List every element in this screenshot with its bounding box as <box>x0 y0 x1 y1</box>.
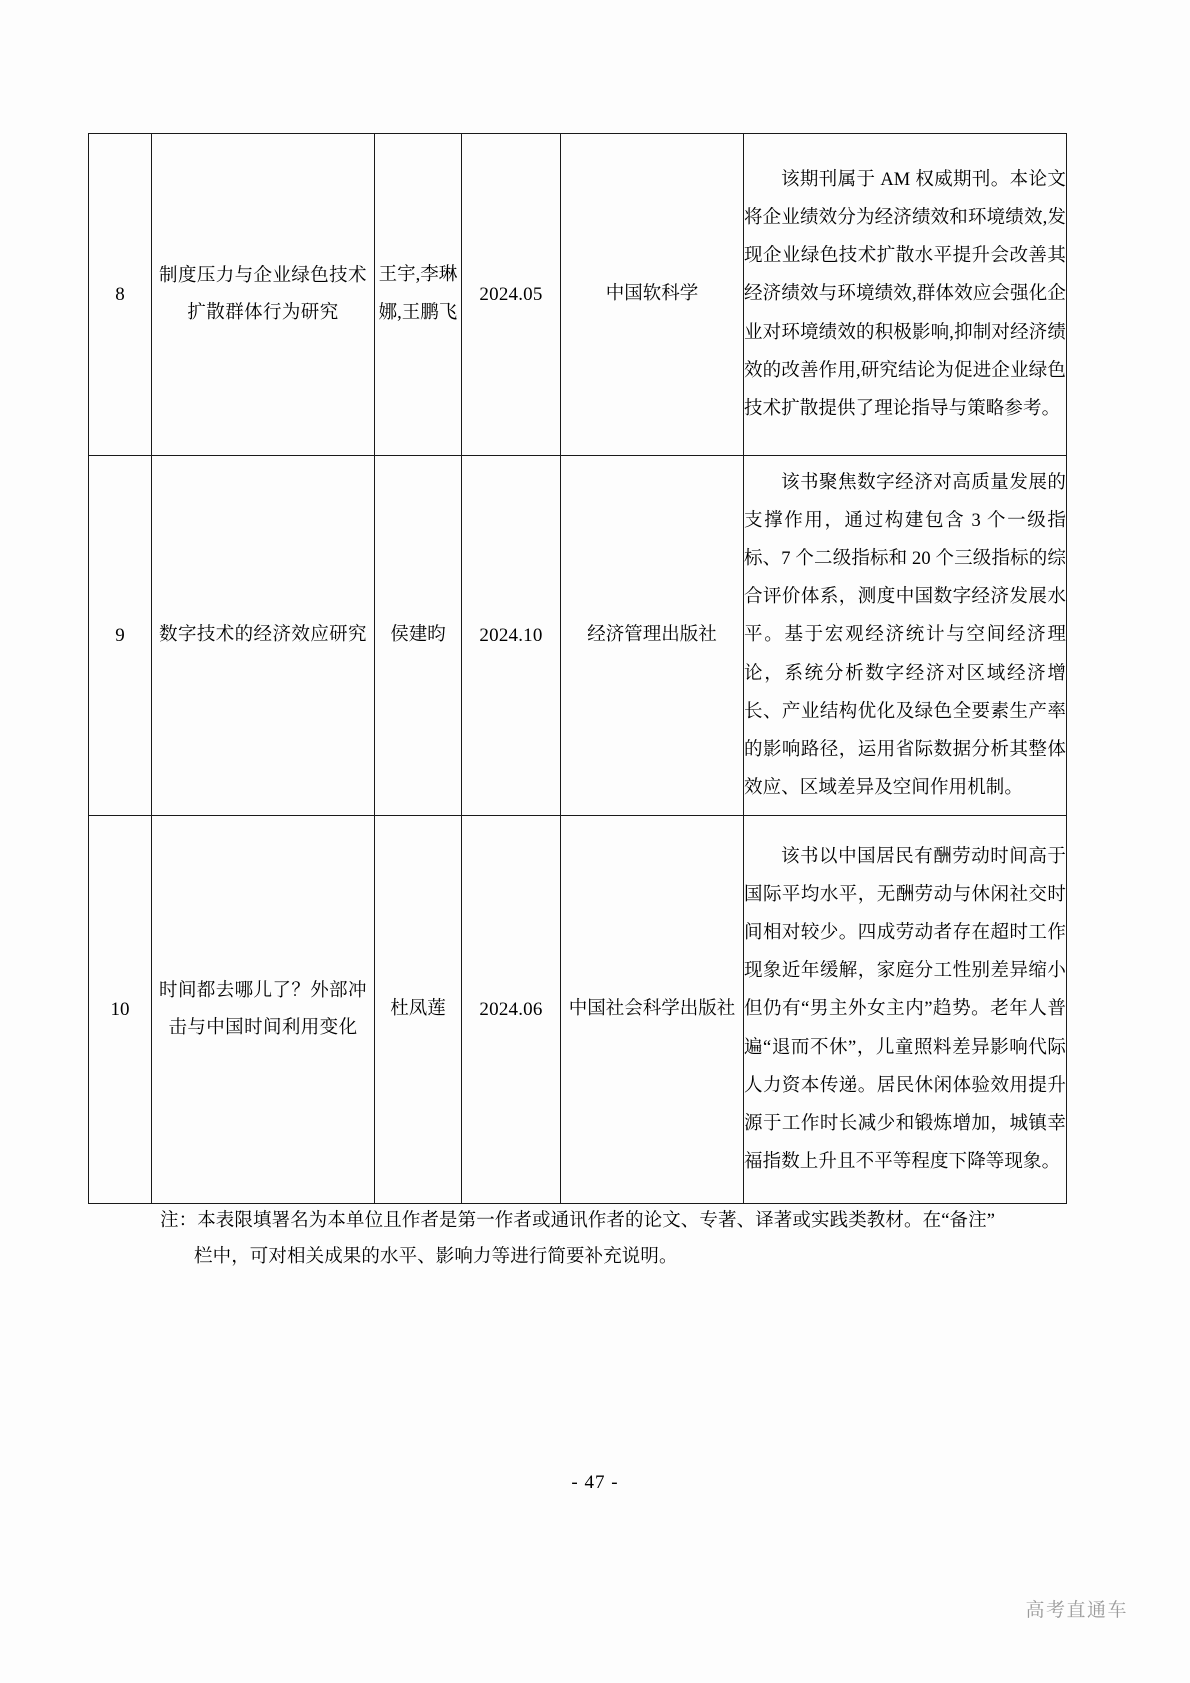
achievement-title-cell: 数字技术的经济效应研究 <box>152 456 375 816</box>
page-number: - 47 - <box>571 1472 619 1493</box>
achievement-title-cell: 时间都去哪儿了？外部冲击与中国时间利用变化 <box>152 816 375 1204</box>
note-line-1: 注：本表限填署名为本单位且作者是第一作者或通讯作者的论文、专著、译著或实践类教材。在“备注” <box>160 1211 996 1231</box>
watermark: 高考直通车 <box>1025 1600 1128 1621</box>
note-line-2: 栏中，可对相关成果的水平、影响力等进行简要补充说明。 <box>194 1247 678 1268</box>
author-cell: 王宇,李琳娜,王鹏飞 <box>375 134 462 456</box>
row-index-cell: 8 <box>89 134 152 456</box>
row-index-cell: 10 <box>89 816 152 1204</box>
remark-cell: 该书聚焦数字经济对高质量发展的支撑作用，通过构建包含 3 个一级指标、7 个二级指标和 20 个三级指标的综合评价体系，测度中国数字经济发展水平。基于宏观经济统计与空间经济理论，系统分析数字经济对区域经济增长、产业结构优化及绿色全要素生产率的影响路径，运用省际数据分析其整体效应、区域差异及空间作用机制。 <box>744 456 1067 816</box>
source-cell: 经济管理出版社 <box>561 456 744 816</box>
table-row <box>89 816 1067 1204</box>
source-cell: 中国软科学 <box>561 134 744 456</box>
remark-cell: 该期刊属于 AM 权威期刊。本论文将企业绩效分为经济绩效和环境绩效,发现企业绿色技术扩散水平提升会改善其经济绩效与环境绩效,群体效应会强化企业对环境绩效的积极影响,抑制对经济绩效的改善作用,研究结论为促进企业绿色技术扩散提供了理论指导与策略参考。 <box>744 134 1067 456</box>
achievement-title-cell: 制度压力与企业绿色技术扩散群体行为研究 <box>152 134 375 456</box>
table-body <box>89 134 1067 1204</box>
row-index-cell: 9 <box>89 456 152 816</box>
achievements-table <box>88 133 1067 1204</box>
source-cell: 中国社会科学出版社 <box>561 816 744 1204</box>
date-cell: 2024.10 <box>462 456 561 816</box>
table-row <box>89 456 1067 816</box>
date-cell: 2024.05 <box>462 134 561 456</box>
remark-cell: 该书以中国居民有酬劳动时间高于国际平均水平，无酬劳动与休闲社交时间相对较少。四成劳动者存在超时工作现象近年缓解，家庭分工性别差异缩小但仍有“男主外女主内”趋势。老年人普遍“退而不休”，儿童照料差异影响代际人力资本传递。居民休闲体验效用提升源于工作时长减少和锻炼增加，城镇幸福指数上升且不平等程度下降等现象。 <box>744 816 1067 1204</box>
date-cell: 2024.06 <box>462 816 561 1204</box>
table-note <box>160 1203 1060 1275</box>
table-row <box>89 134 1067 456</box>
author-cell: 侯建昀 <box>375 456 462 816</box>
author-cell: 杜凤莲 <box>375 816 462 1204</box>
